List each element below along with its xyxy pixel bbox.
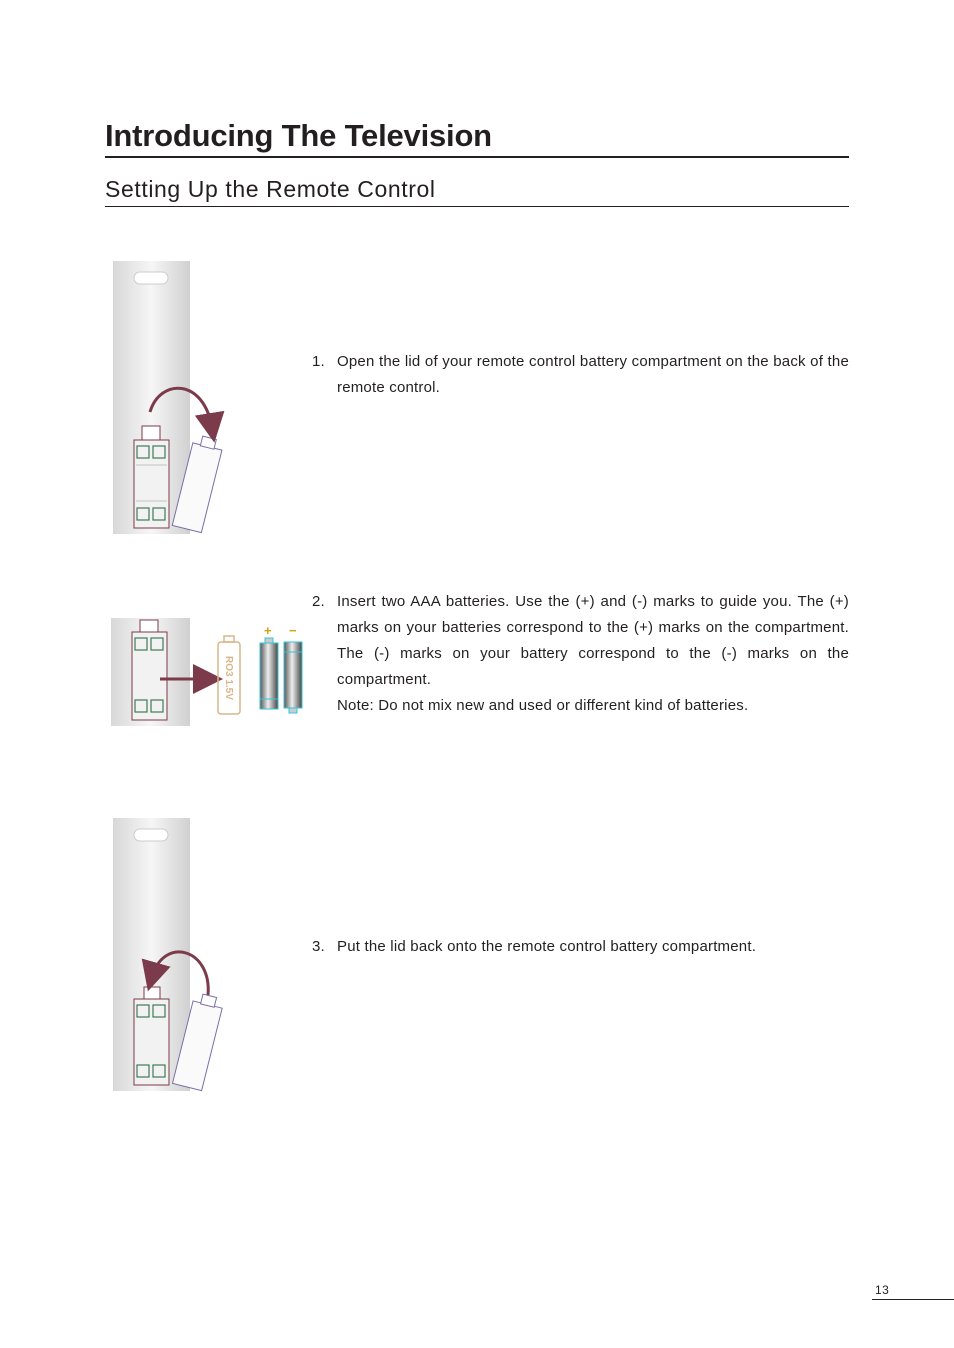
step-2: [312, 589, 849, 719]
battery-label: RO3 1.5V: [223, 656, 234, 700]
step-2-number: 2.: [312, 593, 325, 610]
page-number: 13: [875, 1283, 890, 1297]
section-divider: [105, 206, 849, 207]
figure-insert-batteries: [110, 616, 310, 728]
title-divider: [105, 156, 849, 158]
figure-close-lid: [112, 817, 232, 1093]
step-1-text: Open the lid of your remote control battery compartment on the back of the remote control.: [337, 353, 849, 396]
step-3: [312, 934, 849, 960]
step-2-text: Insert two AAA batteries. Use the (+) and (-) marks to guide you. The (+) marks on your batteries correspond to the (+) marks on the compartment. The (-) marks on your battery correspond to the (-) marks on the compartment.: [337, 593, 849, 688]
step-3-text: Put the lid back onto the remote control battery compartment.: [337, 938, 757, 955]
step-2-note: Note: Do not mix new and used or different kind of batteries.: [337, 697, 749, 714]
section-title: Setting Up the Remote Control: [105, 176, 436, 202]
step-1-number: 1.: [312, 353, 325, 370]
figure-open-lid: [112, 260, 232, 536]
page-number-rule: [872, 1299, 954, 1300]
page-title: Introducing The Television: [105, 118, 492, 153]
step-1: [312, 349, 849, 401]
battery-plus-mark: +: [264, 623, 272, 638]
remote-slot: [134, 272, 168, 284]
step-3-number: 3.: [312, 938, 325, 955]
battery-minus-mark: −: [289, 623, 297, 638]
